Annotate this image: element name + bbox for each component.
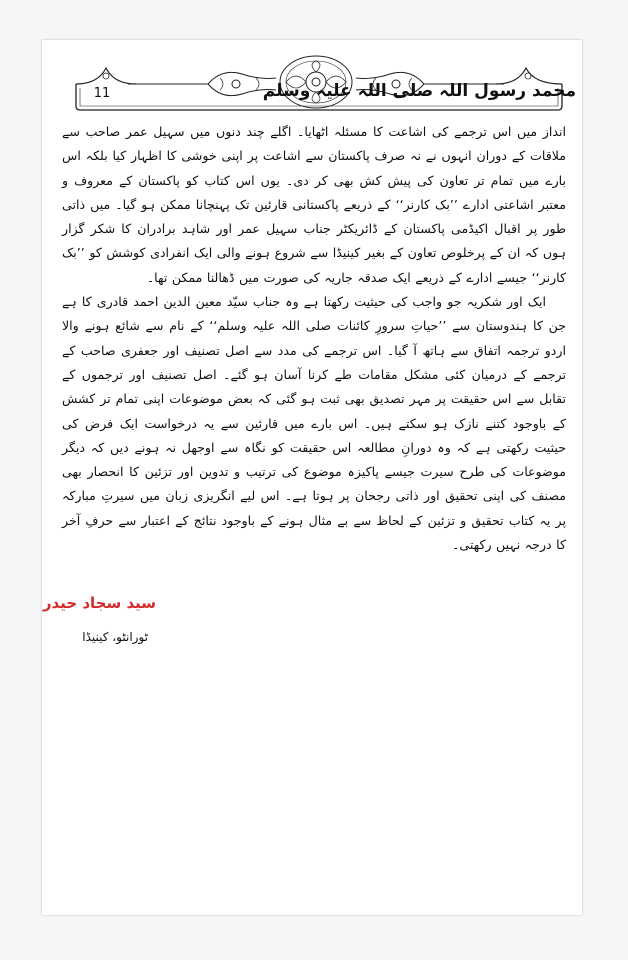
page-number: 11: [93, 86, 111, 101]
paragraph: انداز میں اس ترجمے کی اشاعت کا مسئلہ اٹھایا۔ اگلے چند دنوں میں سہیل عمر صاحب سے ملاقات کے دوران انہوں نے نہ صرف پاکستان سے اشاعت پر اپنی خوشی کا اظہار کیا بلکہ اس بارے میں تمام تر تعاون کی پیش کش بھی کر دی۔ یوں اس کتاب کو پاکستان کے معروف و معتبر اشاعتی ادارے ’’بک کارنر‘‘ کے ذریعے پاکستانی قارئین تک پہنچانا ممکن ہو گیا۔ میں ذاتی طور پر اقبال اکیڈمی پاکستان کے ڈائریکٹر جناب سہیل عمر اور شاہد برادران کا شکر گزار ہوں کہ ان کے پرخلوص تعاون کے بغیر کینیڈا سے شروع ہونے والی ایک انفرادی کوشش کو ’’بک کارنر‘‘ جیسے ادارے کے ذریعے ایک صدقہ جاریہ کی صورت میں ڈھالنا ممکن تھا۔: [62, 124, 566, 285]
paragraph: ایک اور شکریہ جو واجب کی حیثیت رکھتا ہے وہ جناب سیّد معین الدین احمد قادری کا ہے جن کا ہندوستان سے ’’حیاتِ سرورِ کائنات صلی اللہ علیہ وسلم‘‘ کے نام سے شائع ہونے والا اردو ترجمہ اتفاق سے ہاتھ آ گیا۔ اس ترجمے کی مدد سے اصل تصنیف اور جعفری صاحب کے ترجمے کے درمیان کئی مشکل مقامات طے کرنا آسان ہو گئے۔ اصل تصنیف اور ترجموں کے تقابل سے اس حقیقت پر مہر تصدیق بھی ثبت ہو گئی کہ بعض موضوعات اپنی تمام تر کشش کے باوجود کتنے نازک ہو سکتے ہیں۔ اس بارے میں قارئین سے یہ درخواست ایک فرض کی حیثیت رکھتی ہے کہ وہ دورانِ مطالعہ اس حقیقت کو نگاہ سے اوجھل نہ ہونے دیں کہ دیگر موضوعات کی طرح سیرت جیسے پاکیزہ موضوع کی ترتیب و تدوین اور تزئین کا انحصار بھی مصنف کی اپنی تحقیق اور ذاتی رجحان پر ہوتا ہے۔ اس لیے انگریزی زبان میں سیرتِ مبارکہ پر یہ کتاب تحقیق و تزئین کے لحاظ سے بے مثال ہونے کے باوجود نتائج کے اعتبار سے حرفِ آخر کا درجہ نہیں رکھتی۔: [62, 294, 566, 553]
author-signature: سید سجاد حیدر: [42, 594, 156, 612]
body-text: [62, 120, 566, 557]
running-title: محمد رسول اللہ صلی اللہ علیہ وسلم: [262, 81, 576, 101]
author-location: ٹورانٹو، کینیڈا: [82, 630, 148, 644]
